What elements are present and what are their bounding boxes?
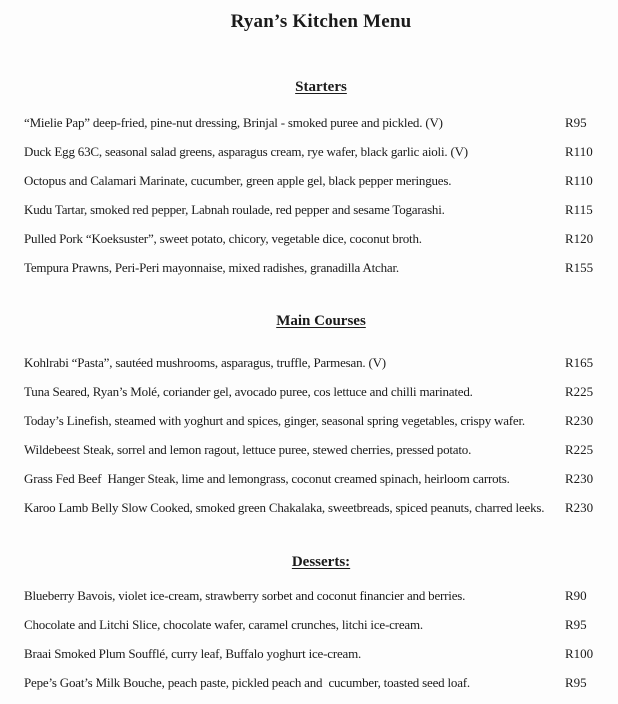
menu-item-price: R225 [565, 442, 594, 457]
menu-item-name: Blueberry Bavois, violet ice-cream, strawberry sorbet and coconut financier and berries. [24, 588, 466, 603]
section-starters [24, 78, 618, 289]
menu-item-name: Today’s Linefish, steamed with yoghurt and spices, ginger, seasonal spring vegetables, crispy wafer. [24, 413, 525, 428]
menu-item [24, 115, 618, 144]
menu-item-price: R115 [565, 202, 593, 217]
menu-item-name: Pulled Pork “Koeksuster”, sweet potato, chicory, vegetable dice, coconut broth. [24, 231, 422, 246]
menu-item-name: Pepe’s Goat’s Milk Bouche, peach paste, pickled peach and cucumber, toasted seed loaf. [24, 675, 470, 690]
menu-item [24, 260, 618, 289]
menu-item-name: Tempura Prawns, Peri-Peri mayonnaise, mixed radishes, granadilla Atchar. [24, 260, 399, 275]
menu-item-name: Wildebeest Steak, sorrel and lemon ragout, lettuce puree, stewed cherries, pressed potato. [24, 442, 472, 457]
menu-item [24, 442, 618, 471]
menu-item-price: R155 [565, 260, 594, 275]
menu-item-price: R90 [565, 588, 587, 603]
section-main-courses [24, 312, 618, 529]
menu-item-name: Kohlrabi “Pasta”, sautéed mushrooms, asparagus, truffle, Parmesan. (V) [24, 355, 386, 370]
menu-item-price: R230 [565, 413, 594, 428]
menu-item-price: R120 [565, 231, 594, 246]
starters-item-list [24, 115, 618, 289]
menu-item [24, 617, 618, 646]
section-heading-starters: Starters [295, 79, 347, 95]
menu-item-price: R225 [565, 384, 594, 399]
menu-item [24, 588, 618, 617]
menu-item-name: Duck Egg 63C, seasonal salad greens, asparagus cream, rye wafer, black garlic aioli. (V) [24, 144, 468, 159]
menu-item-name: Karoo Lamb Belly Slow Cooked, smoked green Chakalaka, sweetbreads, spiced peanuts, charred leeks. [24, 500, 545, 515]
menu-item-name: Braai Smoked Plum Soufflé, curry leaf, Buffalo yoghurt ice-cream. [24, 646, 362, 661]
menu-item-name: Grass Fed Beef Hanger Steak, lime and lemongrass, coconut creamed spinach, heirloom carrots. [24, 471, 510, 486]
main-courses-item-list [24, 355, 618, 529]
section-heading-desserts: Desserts: [291, 554, 351, 570]
menu-item-name: “Mielie Pap” deep-fried, pine-nut dressing, Brinjal - smoked puree and pickled. (V) [24, 115, 443, 130]
menu-item [24, 355, 618, 384]
menu-item-price: R100 [565, 646, 594, 661]
menu-item-price: R110 [565, 173, 593, 188]
menu-item-price: R95 [565, 675, 587, 690]
section-desserts [24, 553, 618, 704]
menu-item [24, 646, 618, 675]
menu-item [24, 231, 618, 260]
menu-item-name: Tuna Seared, Ryan’s Molé, coriander gel, avocado puree, cos lettuce and chilli marinated. [24, 384, 473, 399]
menu-item-name: Octopus and Calamari Marinate, cucumber, green apple gel, black pepper meringues. [24, 173, 452, 188]
menu-item-price: R110 [565, 144, 593, 159]
menu-item [24, 173, 618, 202]
menu-item-name: Kudu Tartar, smoked red pepper, Labnah roulade, red pepper and sesame Togarashi. [24, 202, 445, 217]
menu-item-price: R165 [565, 355, 594, 370]
menu-item [24, 471, 618, 500]
page-title: Ryan’s Kitchen Menu [230, 11, 412, 32]
menu-item-price: R95 [565, 115, 587, 130]
menu-item [24, 202, 618, 231]
menu-item [24, 144, 618, 173]
menu-item-price: R230 [565, 500, 594, 515]
menu-item-name: Chocolate and Litchi Slice, chocolate wafer, caramel crunches, litchi ice-cream. [24, 617, 423, 632]
menu-item [24, 500, 618, 529]
menu-item [24, 413, 618, 442]
desserts-item-list [24, 588, 618, 704]
menu-item-price: R95 [565, 617, 587, 632]
menu-item [24, 384, 618, 413]
menu-item-price: R230 [565, 471, 594, 486]
section-heading-main-courses: Main Courses [276, 313, 366, 329]
